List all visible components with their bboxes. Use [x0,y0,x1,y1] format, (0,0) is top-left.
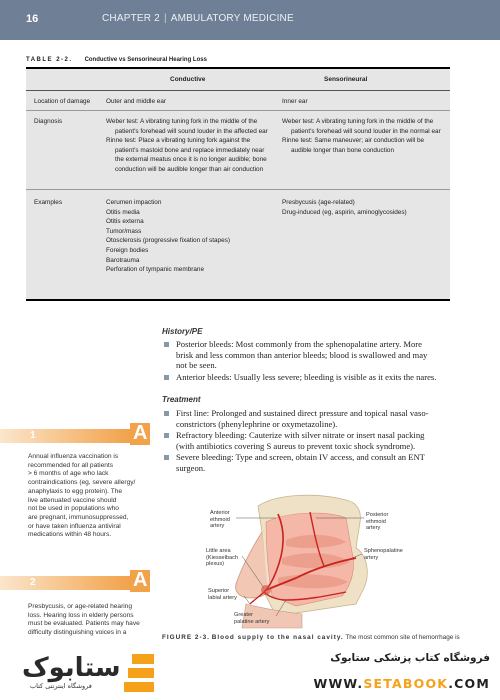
figure-caption-text: The most common site of hemorrhage is [345,634,460,641]
bullet-line: not be seen. [176,360,217,371]
table-caption [26,57,207,63]
bullet-item [162,430,462,451]
example-item: Otosclerosis (progressive fixation of stapes) [106,237,230,245]
bullet-line: Severe bleeding: Type and screen, obtain IV access, and consult an ENT [176,452,425,463]
diagnosis-conductive [106,117,278,175]
note-line: live attenuated vaccine should [28,496,117,504]
figure-caption-title: Blood supply to the nasal cavity. [211,634,344,641]
note-line: Annual influenza vaccination is [28,453,119,460]
logo-tagline: فروشگاه اینترنتی کتاب [30,682,92,690]
label-sphenopalatine-artery [364,548,403,561]
table-title: Conductive vs Sensorineural Hearing Loss [84,57,207,63]
diagnosis-conductive-line: the external meatus once it is no longer audible; bone [115,156,267,164]
note-badge [130,423,150,445]
figure-label-line: Posterior [366,512,389,518]
example-item: Cerumen impaction [106,199,162,206]
bullet-line: brisk and less common than anterior bleeds; blood is swallowed and may [176,349,428,360]
nasal-anatomy-illustration [206,492,450,632]
column-header-sensorineural: Sensorineural [324,76,368,83]
diagnosis-sensorineural [282,117,448,155]
note-line: recommended for all patients [28,461,114,469]
store-title: فروشگاه کتاب پزشکی ستابوک [330,652,490,664]
figure-label-line: ethmoid [366,518,386,525]
svg-text:ستابوک: ستابوک [22,653,121,683]
note-line: are pregnant, immunosuppressed, [28,513,129,521]
example-item: Presbycusis (age-related) [282,199,355,206]
figure-label-line: artery [366,525,381,532]
row-label-location: Location of damage [34,98,91,105]
note-header-gradient [0,576,130,590]
figure-label-line: Anterior [210,510,230,516]
note-badge-letter: A [133,569,148,591]
diagnosis-sensorineural-line: patient's forehead will sound louder in the normal ear [291,127,441,135]
example-item: Tumor/mass [106,227,142,235]
figure-label-line: artery [210,523,225,530]
example-item: Otitis externa [106,218,144,226]
bullet-item [162,339,462,371]
figure-label-line: Superior [208,588,230,594]
row-label-examples: Examples [34,199,63,206]
row-label-diagnosis: Diagnosis [34,118,63,125]
bullet-marker [164,411,169,416]
treatment-bullets [162,408,462,475]
diagnosis-sensorineural-line: Rinne test: Same maneuver; air conduction will be [282,137,425,145]
note-line: contraindications (eg, severe allergy/ [28,479,136,487]
table-top-rule [26,67,450,69]
bullet-line: constrictors (phenylephrine or oxymetazoline). [176,418,338,429]
margin-note-1-header [0,422,150,444]
note-line: > 6 months of age who lack [28,470,109,478]
note-line: or have taken influenza antiviral [28,522,121,530]
example-item: Drug-induced (eg, aspirin, aminoglycosides) [282,208,407,216]
url-highlight: SETABOOK [363,676,449,691]
figure-label-line: artery [364,554,379,561]
figure-label-line: plexus) [206,561,225,568]
header-separator: | [163,13,167,24]
figure-label-line: Greater [234,612,253,618]
diagnosis-conductive-line: Rinne test: Place a vibrating tuning fork against the [106,137,251,145]
note-badge-letter: A [133,422,148,444]
note-badge [130,570,150,592]
url-prefix: WWW. [313,676,364,691]
figure-label-line: (Kiesselbach [206,554,239,561]
diagnosis-conductive-line: conduction will be audible longer than air conduction [115,165,264,173]
hearing-loss-table [26,67,450,301]
chapter-label: CHAPTER 2 [102,13,160,24]
bullet-line: Posterior bleeds: Most commonly from the sphenopalatine artery. More [176,339,422,349]
treatment-heading: Treatment [162,395,201,404]
margin-note-2-text [28,603,150,638]
diagnosis-conductive-line: Weber test: A vibrating tuning fork in the middle of the [106,118,258,125]
note-line: medications within 48 hours. [28,531,112,539]
diagnosis-sensorineural-line: Weber test: A vibrating tuning fork in the middle of the [282,118,434,125]
note-number: 1 [30,430,36,441]
example-item: Barotrauma [106,256,140,264]
figure-number: FIGURE 2-3. [162,634,210,641]
bullet-line: Refractory bleeding: Cauterize with silver nitrate or insert nasal packing [176,430,425,441]
page-number: 16 [26,13,39,25]
label-little-area [206,548,238,568]
chapter-name: AMBULATORY MEDICINE [170,13,294,24]
bullet-line: Anterior bleeds: Usually less severe; bleeding is visible as it exits the nares. [176,371,437,382]
history-bullets [162,339,462,383]
note-line: loss. Hearing loss in elderly persons [28,611,134,619]
table-bottom-rule [26,299,450,301]
example-item: Otitis media [106,208,140,216]
note-line: not be used in populations who [28,505,119,513]
location-sensorineural: Inner ear [282,98,308,105]
store-url[interactable] [252,676,490,691]
setabook-logo[interactable] [8,646,168,696]
note-header-gradient [0,429,130,443]
url-suffix: .COM [448,676,490,691]
table-header-rule [26,90,450,91]
bullet-item [162,372,462,383]
diagnosis-sensorineural-line: audible longer than bone conduction [291,146,395,154]
figure-label-line: palatine artery [234,618,270,625]
label-anterior-ethmoid-artery [210,510,230,530]
figure-label-line: Little area [206,548,231,554]
note-line: difficulty distinguishing voices in a [28,629,127,637]
history-heading: History/PE [162,327,203,336]
figure-label-line: labial artery [208,594,237,601]
figure-label-line: Sphenopalatine [364,548,403,554]
margin-note-1-text [28,453,150,540]
bullet-line: First line: Prolonged and sustained direct pressure and topical nasal vaso- [176,408,429,418]
label-posterior-ethmoid-artery [366,512,388,532]
bullet-marker [164,433,169,438]
column-header-conductive: Conductive [170,76,206,83]
examples-conductive [106,198,230,275]
bullet-line: (with antibiotics covering S aureus to prevent toxic shock syndrome). [176,440,416,451]
examples-sensorineural [282,198,407,217]
chapter-title [102,13,294,24]
table-row-rule [26,110,450,111]
bullet-item [162,452,462,473]
figure-caption [162,634,460,641]
label-superior-labial-artery [208,588,237,601]
note-number: 2 [30,577,36,588]
example-item: Perforation of tympanic membrane [106,266,205,274]
bullet-marker [164,375,169,380]
location-conductive: Outer and middle ear [106,98,167,105]
note-line: Presbycusis, or age-related hearing [28,603,133,610]
figure-label-line: ethmoid [210,516,230,523]
bullet-marker [164,342,169,347]
page-header [0,0,500,40]
example-item: Foreign bodies [106,246,149,254]
bullet-line: surgeon. [176,462,206,473]
label-greater-palatine-artery [234,612,269,625]
note-line: anaphylaxis to egg protein). The [28,487,123,495]
margin-note-2-header [0,569,150,591]
diagnosis-conductive-line: patient's forehead will sound louder in the affected ear [115,127,268,135]
note-line: must be evaluated. Patients may have [28,620,140,628]
table-row-rule [26,189,450,190]
diagnosis-conductive-line: patient's mastoid bone and replace immediately near [115,146,265,154]
bullet-marker [164,455,169,460]
bullet-item [162,408,462,429]
nasal-blood-supply-figure [206,492,450,632]
table-number: TABLE 2-2. [26,57,73,63]
